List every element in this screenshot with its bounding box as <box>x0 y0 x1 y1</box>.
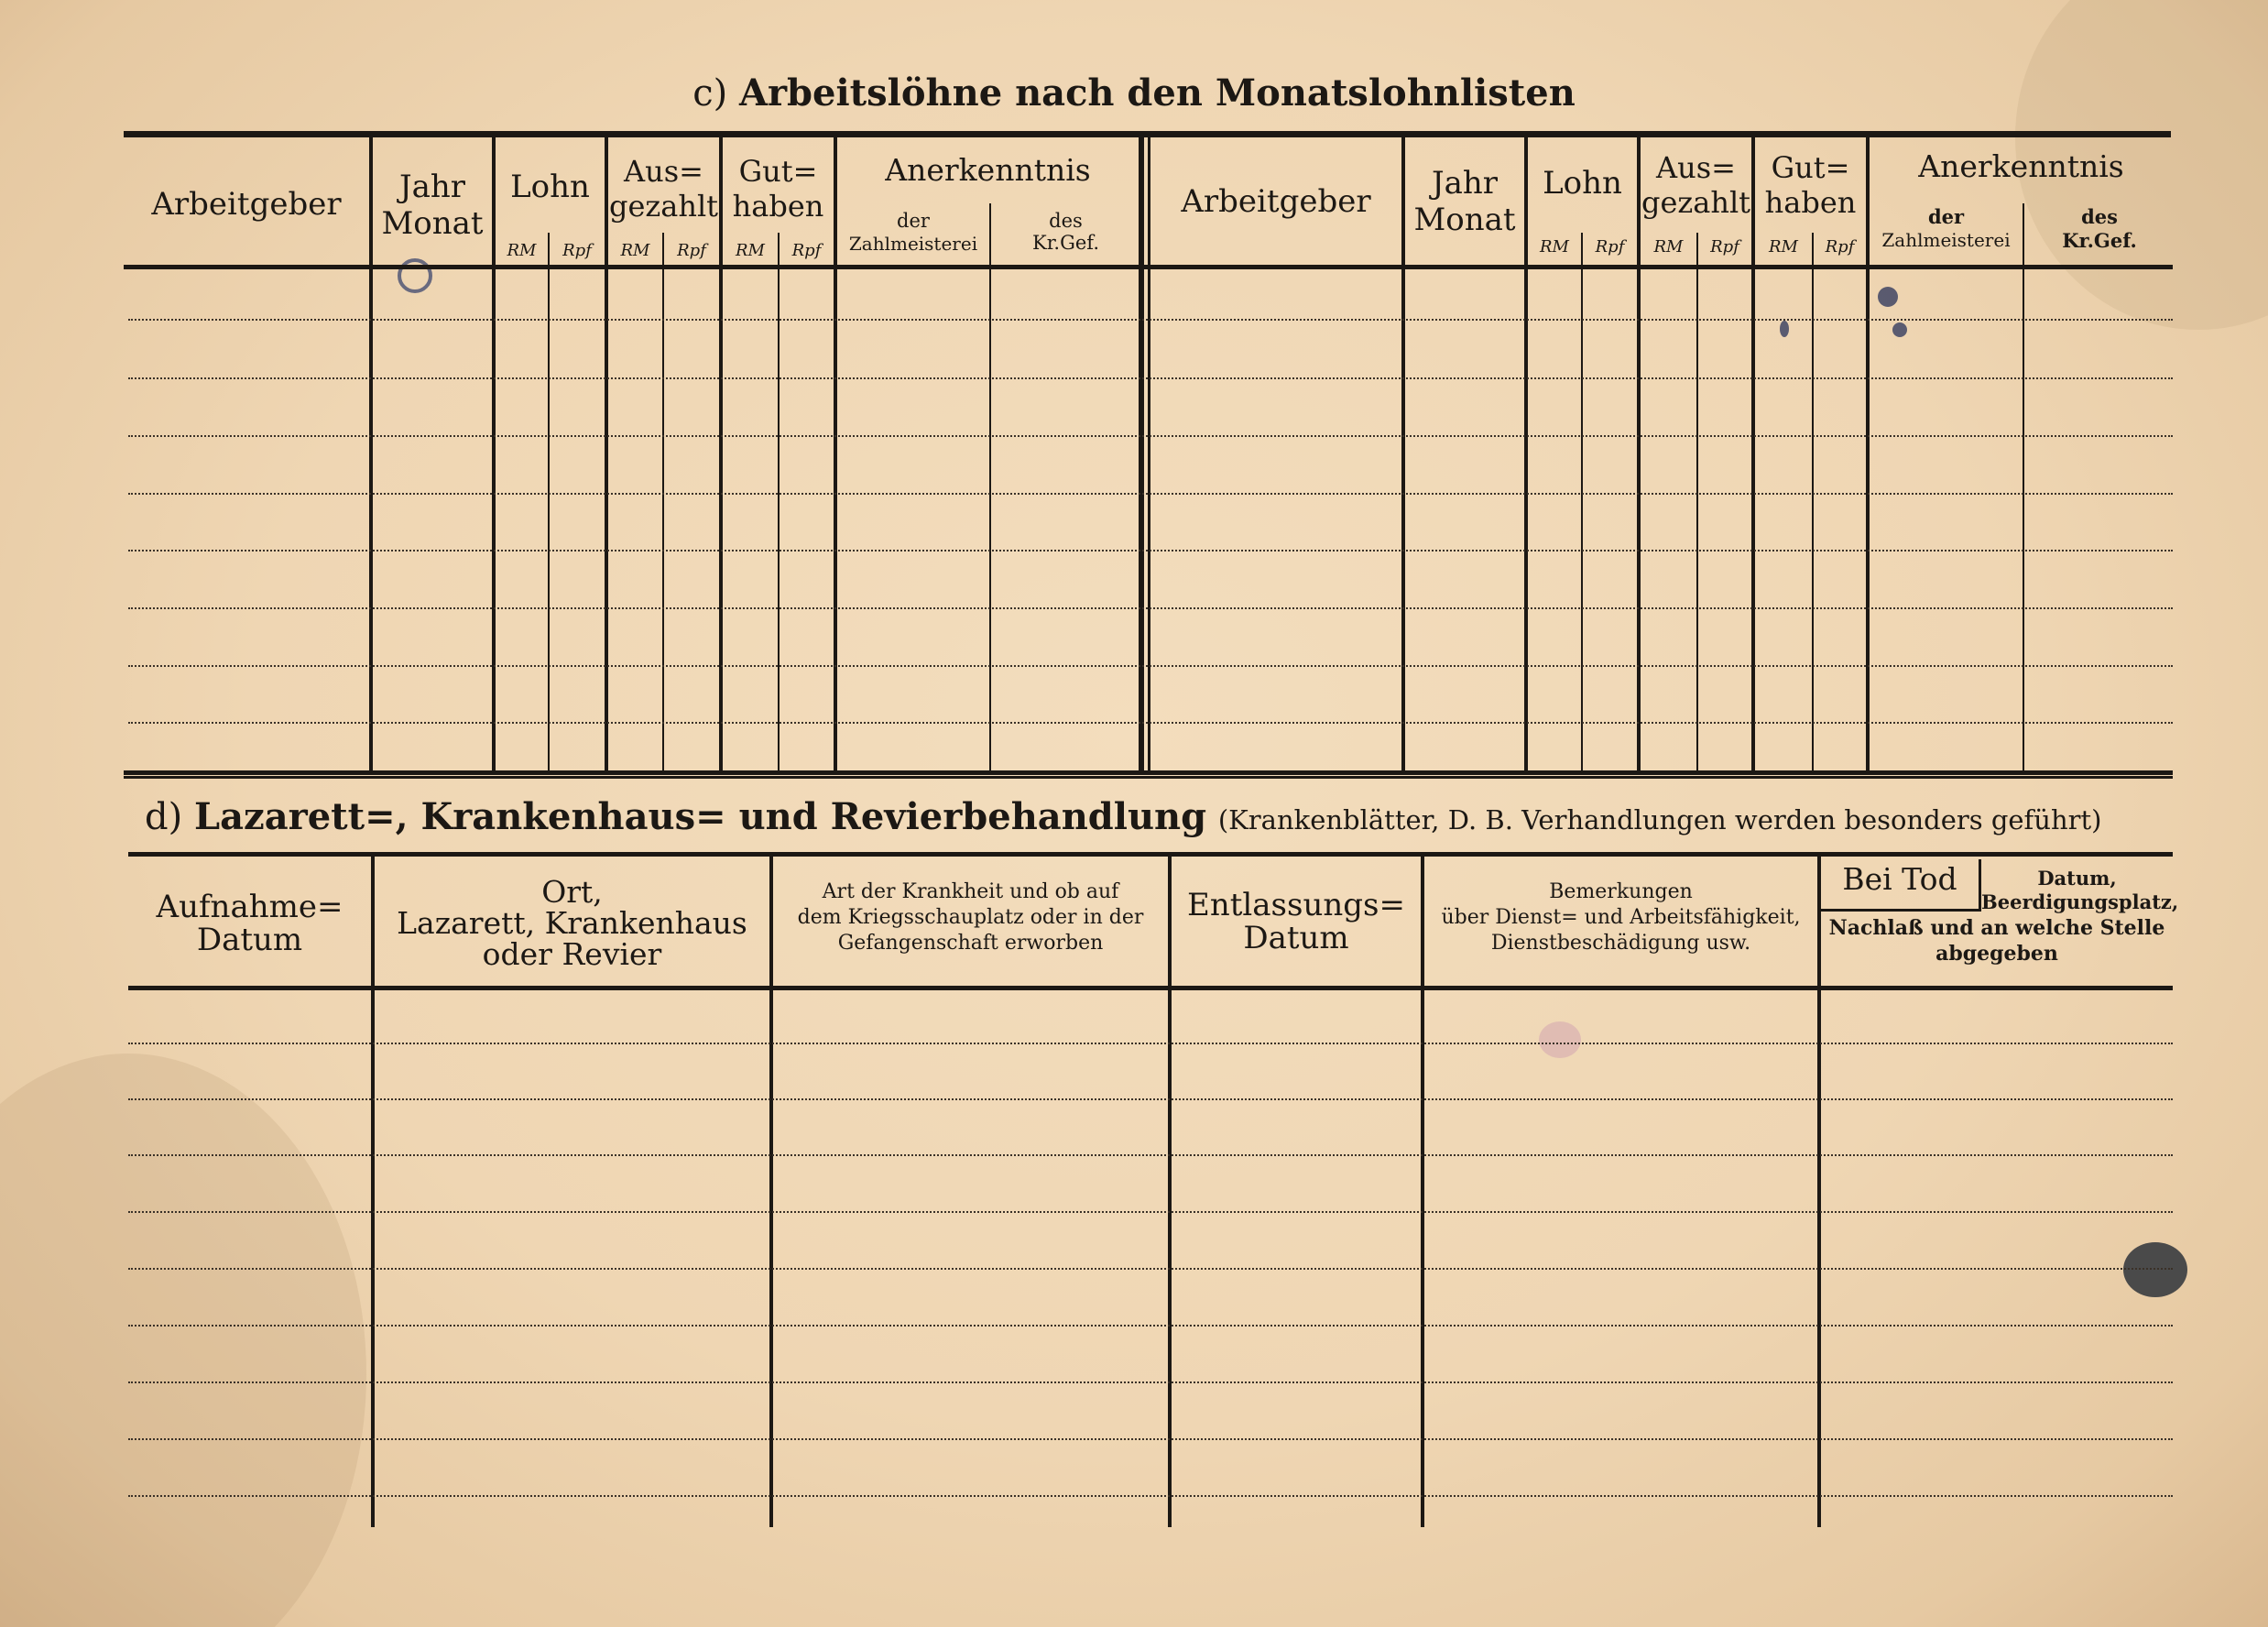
header-monat: Monat <box>381 205 484 242</box>
unit-rm: RM <box>1769 237 1798 257</box>
dotted-row <box>128 435 2173 437</box>
unit-rpf: Rpf <box>677 241 706 260</box>
unit-rpf: Rpf <box>1825 237 1855 257</box>
ink-blot <box>1892 322 1907 337</box>
header-krgef: Kr.Gef. <box>2062 229 2137 252</box>
header-guthaben-1: Gut= <box>738 154 818 189</box>
header-ausgezahlt-2: gezahlt <box>1641 185 1751 220</box>
header-monat: Monat <box>1413 202 1516 238</box>
column-divider <box>1637 137 1641 773</box>
header-jahr: Jahr <box>398 169 466 205</box>
section-d-note: (Krankenblätter, D. B. Verhandlungen werden besonders geführt) <box>1217 804 2102 835</box>
ink-blot <box>1539 1021 1581 1058</box>
column-divider <box>769 857 773 1527</box>
column-divider <box>1168 857 1172 1527</box>
subcolumn-divider <box>989 203 991 771</box>
header-anerkenntnis: Anerkenntnis <box>885 152 1091 188</box>
column-divider <box>834 137 837 773</box>
unit-rpf: Rpf <box>1595 237 1625 257</box>
dotted-row <box>128 1325 2173 1327</box>
column-divider <box>1751 137 1755 773</box>
unit-rpf: Rpf <box>791 241 822 260</box>
header-art-2: dem Kriegsschauplatz oder in der <box>797 906 1144 929</box>
header-ausgezahlt-2: gezahlt <box>608 189 719 224</box>
header-beerdigungsplatz: Beerdigungsplatz, <box>1981 890 2179 913</box>
header-guthaben-2: haben <box>1764 185 1857 220</box>
unit-rm: RM <box>507 241 537 260</box>
dotted-row <box>128 1438 2173 1440</box>
header-ort-1: Ort, <box>541 874 603 910</box>
ink-blot <box>1780 321 1789 337</box>
ink-mark <box>398 258 432 293</box>
header-nachlass-2: abgegeben <box>1935 942 2058 966</box>
header-entlassung-2: Datum <box>1243 920 1349 956</box>
section-c-heading <box>0 73 2268 114</box>
rule <box>128 986 2173 990</box>
unit-rm: RM <box>1540 237 1569 257</box>
subcolumn-divider <box>662 233 664 773</box>
subcolumn-divider <box>778 233 780 773</box>
dotted-row <box>128 1098 2173 1100</box>
header-art-1: Art der Krankheit und ob auf <box>822 880 1119 903</box>
header-nachlass-1: Nachlaß und an welche Stelle <box>1828 916 2165 940</box>
header-zahlmeisterei: Zahlmeisterei <box>1881 229 2011 251</box>
rule <box>1821 909 1981 912</box>
header-arbeitgeber: Arbeitgeber <box>151 186 342 223</box>
dotted-row <box>128 1381 2173 1383</box>
subcolumn-divider <box>1581 233 1583 773</box>
dotted-row <box>128 1154 2173 1156</box>
dotted-row <box>128 1268 2173 1270</box>
column-divider <box>719 137 723 773</box>
dotted-row <box>128 1211 2173 1213</box>
dotted-row <box>128 665 2173 667</box>
section-c-prefix: c) <box>692 72 728 115</box>
header-bemerkungen-1: Bemerkungen <box>1549 880 1693 903</box>
dotted-row <box>128 1495 2173 1497</box>
unit-rm: RM <box>1653 237 1684 257</box>
header-des: des <box>1049 210 1083 232</box>
section-c-title: Arbeitslöhne nach den Monatslohnlisten <box>738 71 1576 115</box>
header-datum: Datum, <box>2037 867 2117 890</box>
dotted-row <box>128 607 2173 609</box>
unit-rm: RM <box>736 241 765 260</box>
header-aufnahme-2: Datum <box>196 922 303 958</box>
header-ort-2: Lazarett, Krankenhaus <box>397 905 747 941</box>
header-aufnahme-1: Aufnahme= <box>156 889 343 925</box>
header-zahlmeisterei: Zahlmeisterei <box>848 233 978 255</box>
column-divider <box>1421 857 1424 1527</box>
section-d-prefix: d) <box>145 796 183 838</box>
header-arbeitgeber: Arbeitgeber <box>1181 183 1371 220</box>
header-jahr: Jahr <box>1431 165 1499 202</box>
header-des: des <box>2081 205 2118 228</box>
header-lohn: Lohn <box>510 169 590 205</box>
header-der: der <box>1927 205 1965 228</box>
dotted-row <box>128 1043 2173 1044</box>
rule <box>124 776 2173 779</box>
rule <box>128 852 2173 857</box>
punch-hole <box>2123 1242 2187 1297</box>
column-divider <box>1148 137 1150 773</box>
header-bei-tod: Bei Tod <box>1842 861 1957 897</box>
header-anerkenntnis: Anerkenntnis <box>1918 148 2124 184</box>
dotted-row <box>128 377 2173 379</box>
dotted-row <box>128 319 2173 321</box>
section-d-title: Lazarett=, Krankenhaus= und Revierbehandlung <box>193 795 1207 838</box>
paper-stain <box>0 1054 366 1627</box>
dotted-row <box>128 722 2173 724</box>
header-guthaben-2: haben <box>732 189 824 224</box>
column-divider <box>1524 137 1528 773</box>
dotted-row <box>128 493 2173 495</box>
unit-rpf: Rpf <box>562 241 592 260</box>
header-lohn: Lohn <box>1543 165 1622 202</box>
dotted-row <box>128 550 2173 551</box>
header-der: der <box>897 210 930 232</box>
ink-blot <box>1878 287 1898 307</box>
column-divider <box>1139 137 1144 773</box>
column-divider <box>605 137 608 773</box>
header-ausgezahlt-1: Aus= <box>624 154 703 189</box>
header-bemerkungen-2: über Dienst= und Arbeitsfähigkeit, <box>1441 906 1801 929</box>
section-d-heading <box>145 797 2101 837</box>
subcolumn-divider <box>1696 233 1698 773</box>
header-art-3: Gefangenschaft erworben <box>837 932 1104 955</box>
header-ort-3: oder Revier <box>482 936 662 972</box>
unit-rpf: Rpf <box>1710 237 1739 257</box>
column-divider <box>492 137 496 773</box>
subcolumn-divider <box>548 233 550 773</box>
header-bemerkungen-3: Dienstbeschädigung usw. <box>1490 932 1751 955</box>
subcolumn-divider <box>2023 203 2024 771</box>
header-ausgezahlt-1: Aus= <box>1656 150 1736 185</box>
subcolumn-divider <box>1812 233 1814 773</box>
unit-rm: RM <box>620 241 650 260</box>
header-guthaben-1: Gut= <box>1771 150 1850 185</box>
header-krgef: Kr.Gef. <box>1032 232 1099 254</box>
header-entlassung-1: Entlassungs= <box>1187 887 1405 923</box>
